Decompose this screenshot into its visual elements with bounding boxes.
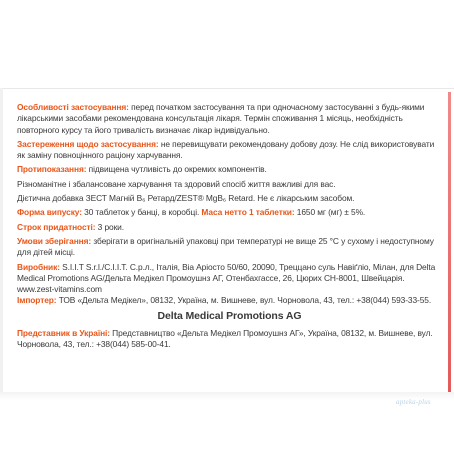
manufacturer-label: Виробник:: [17, 261, 60, 272]
usage-features-section: [17, 102, 442, 136]
package-bottom-shadow: [0, 392, 454, 400]
release-form-section: [17, 207, 442, 218]
package-top-edge: [0, 88, 454, 89]
shelf-life-section: [17, 222, 442, 233]
representative-text: Представництво «Дельта Медікел Промоушнз АГ», Україна, 08132, м. Вишневе, вул. Чорновола, 43, тел.: +38(044) 585-00-41.: [17, 328, 433, 350]
supplement-note: Дієтична добавка ЗЕСТ Магній B₆ Ретард/ZEST® MgB₆ Retard. Не є лікарським засобом.: [17, 193, 355, 204]
watermark-logo: apteka-plus: [396, 398, 431, 406]
contraindications-section: [17, 164, 442, 175]
company-name: Delta Medical Promotions AG: [157, 309, 302, 322]
net-mass-label: Маса нетто 1 таблетки:: [201, 207, 295, 218]
storage-label: Умови зберігання:: [17, 235, 92, 246]
usage-features-text: перед початком застосування та при одночасному застосуванні з будь-якими лікарськими засобами рекомендована консультація лікаря. Термін споживання 1 місяць, необхідність повторного курсу та його тривалість визначає лікар індивідуально.: [17, 102, 425, 135]
manufacturer-text: S.I.I.T S.r.l./C.I.I.T. С.р.л., Італія, Віа Аріосто 50/60, 20090, Треццано суль Навіґліо, Мілан, для Delta Medical Promotions AG/Дельта Медікел Промоушнз АГ, Отенбахгассе, 26, Цюрих CH-8001, Швейцарія. www.zest-vitamins.com: [17, 261, 436, 295]
warnings-text: не перевищувати рекомендовану добову дозу. Не слід використовувати як заміну повноцінного раціону харчування.: [17, 138, 435, 161]
warnings-label: Застереження щодо застосування:: [17, 138, 159, 149]
contraindications-text: підвищена чутливість до окремих компонентів.: [86, 164, 267, 175]
usage-features-label: Особливості застосування:: [17, 102, 129, 112]
release-form-label: Форма випуску:: [17, 207, 82, 218]
warnings-section: [17, 139, 442, 162]
manufacturer-section: [17, 262, 442, 296]
representative-section: [17, 328, 442, 351]
importer-section: [17, 295, 442, 306]
release-form-text: 30 таблеток у банці, в коробці.: [81, 207, 202, 218]
label-text-block: [17, 102, 442, 354]
diet-note: Різноманітне і збалансоване харчування та здоровий спосіб життя важливі для вас.: [17, 178, 336, 189]
storage-text: зберігати в оригінальній упаковці при температурі не вище 25 °С у сухому і недоступному для дітей місці.: [17, 235, 434, 258]
importer-label: Імпортер:: [17, 295, 57, 306]
package-left-edge: [0, 88, 3, 398]
representative-label: Представник в Україні:: [17, 328, 110, 339]
package-red-edge: [448, 92, 451, 392]
shelf-life-text: 3 роки.: [95, 221, 124, 232]
shelf-life-label: Строк придатності:: [17, 221, 96, 232]
importer-text: ТОВ «Дельта Медікел», 08132, Україна, м. Вишневе, вул. Чорновола, 43, тел.: +38(044) 593-33-55.: [56, 295, 432, 306]
storage-section: [17, 236, 442, 259]
net-mass-text: 1650 мг (мг) ± 5%.: [294, 207, 366, 218]
contraindications-label: Протипоказання:: [17, 164, 87, 175]
